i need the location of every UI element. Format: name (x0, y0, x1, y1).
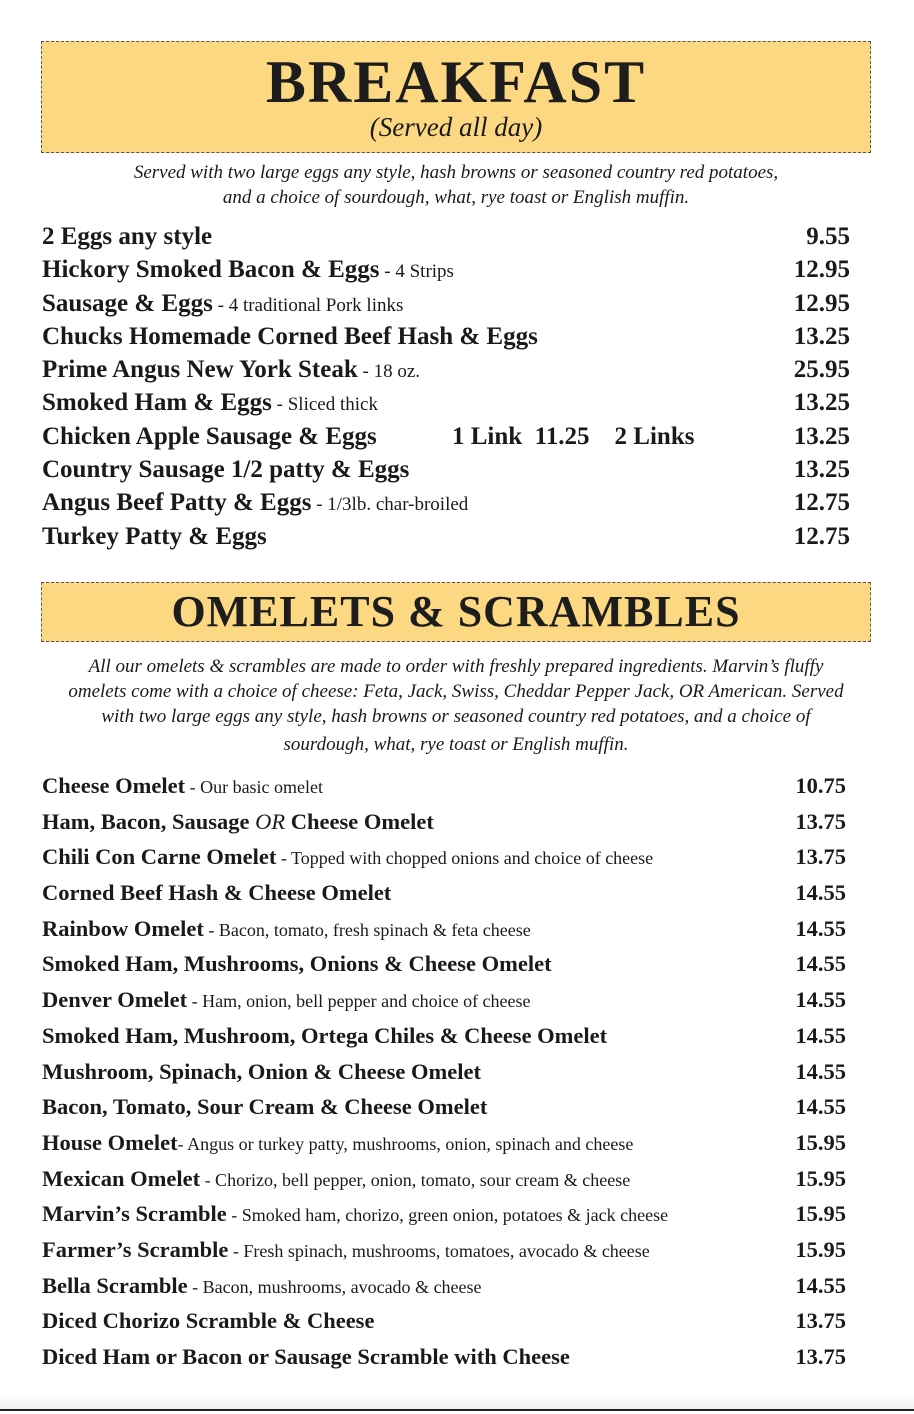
omelets-banner (41, 582, 871, 642)
omelets-title: OMELETS & SCRAMBLES (171, 587, 741, 636)
item-description: - Sliced thick (271, 394, 378, 416)
breakfast-title: BREAKFAST (265, 49, 647, 115)
menu-item (42, 839, 852, 875)
breakfast-item-list (42, 220, 852, 553)
item-price: 13.75 (795, 844, 846, 870)
item-name: Corned Beef Hash & Cheese Omelet (42, 880, 392, 906)
omelets-item-list (42, 768, 852, 1375)
omelets-intro (41, 654, 871, 757)
menu-item (42, 768, 852, 804)
item-price: 25.95 (793, 356, 850, 384)
omelets-intro-line: omelets come with a choice of cheese: Feta, Jack, Swiss, Cheddar Pepper Jack, OR American. Served (68, 681, 844, 702)
page-bottom-shade (0, 1395, 914, 1409)
menu-item (42, 287, 852, 320)
item-price: 14.55 (795, 1058, 846, 1084)
item-price: 14.55 (795, 951, 846, 977)
item-name: Bacon, Tomato, Sour Cream & Cheese Omelet (42, 1094, 488, 1120)
menu-item (42, 1232, 852, 1268)
item-price: 13.75 (795, 1344, 846, 1369)
menu-item (42, 1018, 852, 1054)
item-name (42, 809, 434, 834)
item-name: Hickory Smoked Bacon & Eggs (42, 256, 380, 284)
menu-item (42, 420, 852, 453)
item-name: Chicken Apple Sausage & Eggs (42, 422, 377, 450)
item-price: 12.75 (793, 489, 850, 517)
menu-item (42, 520, 852, 553)
item-name: Mushroom, Spinach, Onion & Cheese Omelet (42, 1058, 481, 1084)
menu-item (42, 1089, 852, 1125)
item-description: - Topped with chopped onions and choice of cheese (276, 848, 654, 869)
item-name: Country Sausage 1/2 patty & Eggs (42, 456, 410, 484)
item-name: Smoked Ham, Mushroom, Ortega Chiles & Cheese Omelet (42, 1022, 608, 1048)
item-description: - 4 traditional Pork links (212, 294, 404, 316)
item-description: - Bacon, tomato, fresh spinach & feta cheese (203, 919, 531, 940)
menu-item (42, 1339, 852, 1375)
item-description: - Smoked ham, chorizo, green onion, potatoes & jack cheese (226, 1205, 669, 1226)
item-description: - Ham, onion, bell pepper and choice of cheese (187, 991, 531, 1012)
item-name-part: Ham, Bacon, Sausage (42, 808, 256, 834)
breakfast-banner (41, 41, 871, 153)
item-price: 13.25 (793, 422, 850, 450)
menu-item (42, 946, 852, 982)
omelets-intro-line: with two large eggs any style, hash browns or seasoned country red potatoes, and a choice of (101, 706, 811, 727)
item-name: Sausage & Eggs (42, 289, 213, 317)
item-price: 13.25 (793, 322, 850, 350)
item-price: 14.55 (795, 1094, 846, 1120)
menu-item (42, 1161, 852, 1197)
item-name: Rainbow Omelet (42, 915, 204, 941)
item-name: Chili Con Carne Omelet (42, 844, 277, 870)
menu-item (42, 1303, 852, 1339)
omelets-intro-line: sourdough, what, rye toast or English muffin. (283, 734, 629, 755)
item-name: Diced Ham or Bacon or Sausage Scramble with Cheese (42, 1344, 570, 1369)
item-description: - Angus or turkey patty, mushrooms, onion, spinach and cheese (177, 1133, 634, 1154)
item-name: Farmer’s Scramble (42, 1236, 229, 1262)
item-name-part: Cheese Omelet (285, 808, 434, 834)
item-description: - Fresh spinach, mushrooms, tomatoes, avocado & cheese (228, 1240, 650, 1261)
item-price: 14.55 (795, 915, 846, 941)
item-description: - Our basic omelet (185, 777, 324, 797)
item-description: - Chorizo, bell pepper, onion, tomato, sour cream & cheese (200, 1169, 631, 1190)
menu-item (42, 220, 852, 253)
item-name: 2 Eggs any style (42, 223, 213, 250)
item-name: Marvin’s Scramble (42, 1201, 227, 1227)
menu-item (42, 353, 852, 386)
menu-item (42, 453, 852, 486)
item-description: - 4 Strips (379, 261, 454, 283)
breakfast-intro-line: Served with two large eggs any style, hash browns or seasoned country red potatoes, (133, 162, 779, 183)
item-price: 12.75 (793, 522, 850, 550)
item-name: Bella Scramble (42, 1272, 188, 1298)
item-price: 12.95 (793, 256, 850, 284)
menu-item (42, 320, 852, 353)
menu-item (42, 253, 852, 286)
item-name: Angus Beef Patty & Eggs (42, 489, 312, 517)
item-price: 14.55 (795, 1022, 846, 1048)
item-price: 14.55 (795, 880, 846, 906)
omelets-intro-line: All our omelets & scrambles are made to order with freshly prepared ingredients. Marvin’s fluffy (88, 656, 824, 677)
menu-item (42, 911, 852, 947)
menu-item (42, 1054, 852, 1090)
menu-item (42, 486, 852, 519)
item-description: - Bacon, mushrooms, avocado & cheese (187, 1276, 482, 1297)
item-price: 14.55 (795, 987, 846, 1013)
menu-item (42, 875, 852, 911)
item-name: Prime Angus New York Steak (42, 356, 358, 384)
menu-item (42, 1268, 852, 1304)
item-name: Smoked Ham, Mushrooms, Onions & Cheese Omelet (42, 951, 552, 977)
item-name: Diced Chorizo Scramble & Cheese (42, 1308, 375, 1334)
item-price: 13.75 (795, 808, 846, 834)
item-name: Smoked Ham & Eggs (42, 389, 272, 417)
item-price: 15.95 (795, 1201, 846, 1227)
page-bottom-edge (0, 1409, 914, 1411)
item-price: 9.55 (806, 223, 850, 250)
item-name: House Omelet (42, 1129, 178, 1155)
item-name-emphasis: OR (255, 808, 286, 834)
item-price: 15.95 (795, 1165, 846, 1191)
item-price: 10.75 (795, 773, 846, 798)
item-name: Cheese Omelet (42, 773, 186, 798)
menu-item (42, 982, 852, 1018)
breakfast-intro-line: and a choice of sourdough, what, rye toast or English muffin. (222, 187, 690, 208)
item-price: 13.25 (793, 456, 850, 484)
item-price: 13.25 (793, 389, 850, 417)
breakfast-subtitle: (Served all day) (369, 112, 543, 142)
item-link-options: 1 Link 11.25 2 Links (452, 422, 695, 450)
item-name: Turkey Patty & Eggs (42, 522, 267, 550)
item-price: 14.55 (795, 1272, 846, 1298)
item-price: 15.95 (795, 1129, 846, 1155)
menu-item (42, 386, 852, 419)
item-name: Denver Omelet (42, 987, 188, 1013)
breakfast-intro (41, 160, 871, 210)
menu-item (42, 1125, 852, 1161)
item-name: Mexican Omelet (42, 1165, 201, 1191)
menu-item (42, 804, 852, 840)
item-description: - 18 oz. (357, 361, 421, 383)
item-name: Chucks Homemade Corned Beef Hash & Eggs (42, 322, 538, 350)
item-description: - 1/3lb. char-broiled (311, 494, 469, 516)
item-price: 13.75 (795, 1308, 846, 1334)
item-price: 12.95 (793, 289, 850, 317)
item-price: 15.95 (795, 1236, 846, 1262)
menu-item (42, 1196, 852, 1232)
